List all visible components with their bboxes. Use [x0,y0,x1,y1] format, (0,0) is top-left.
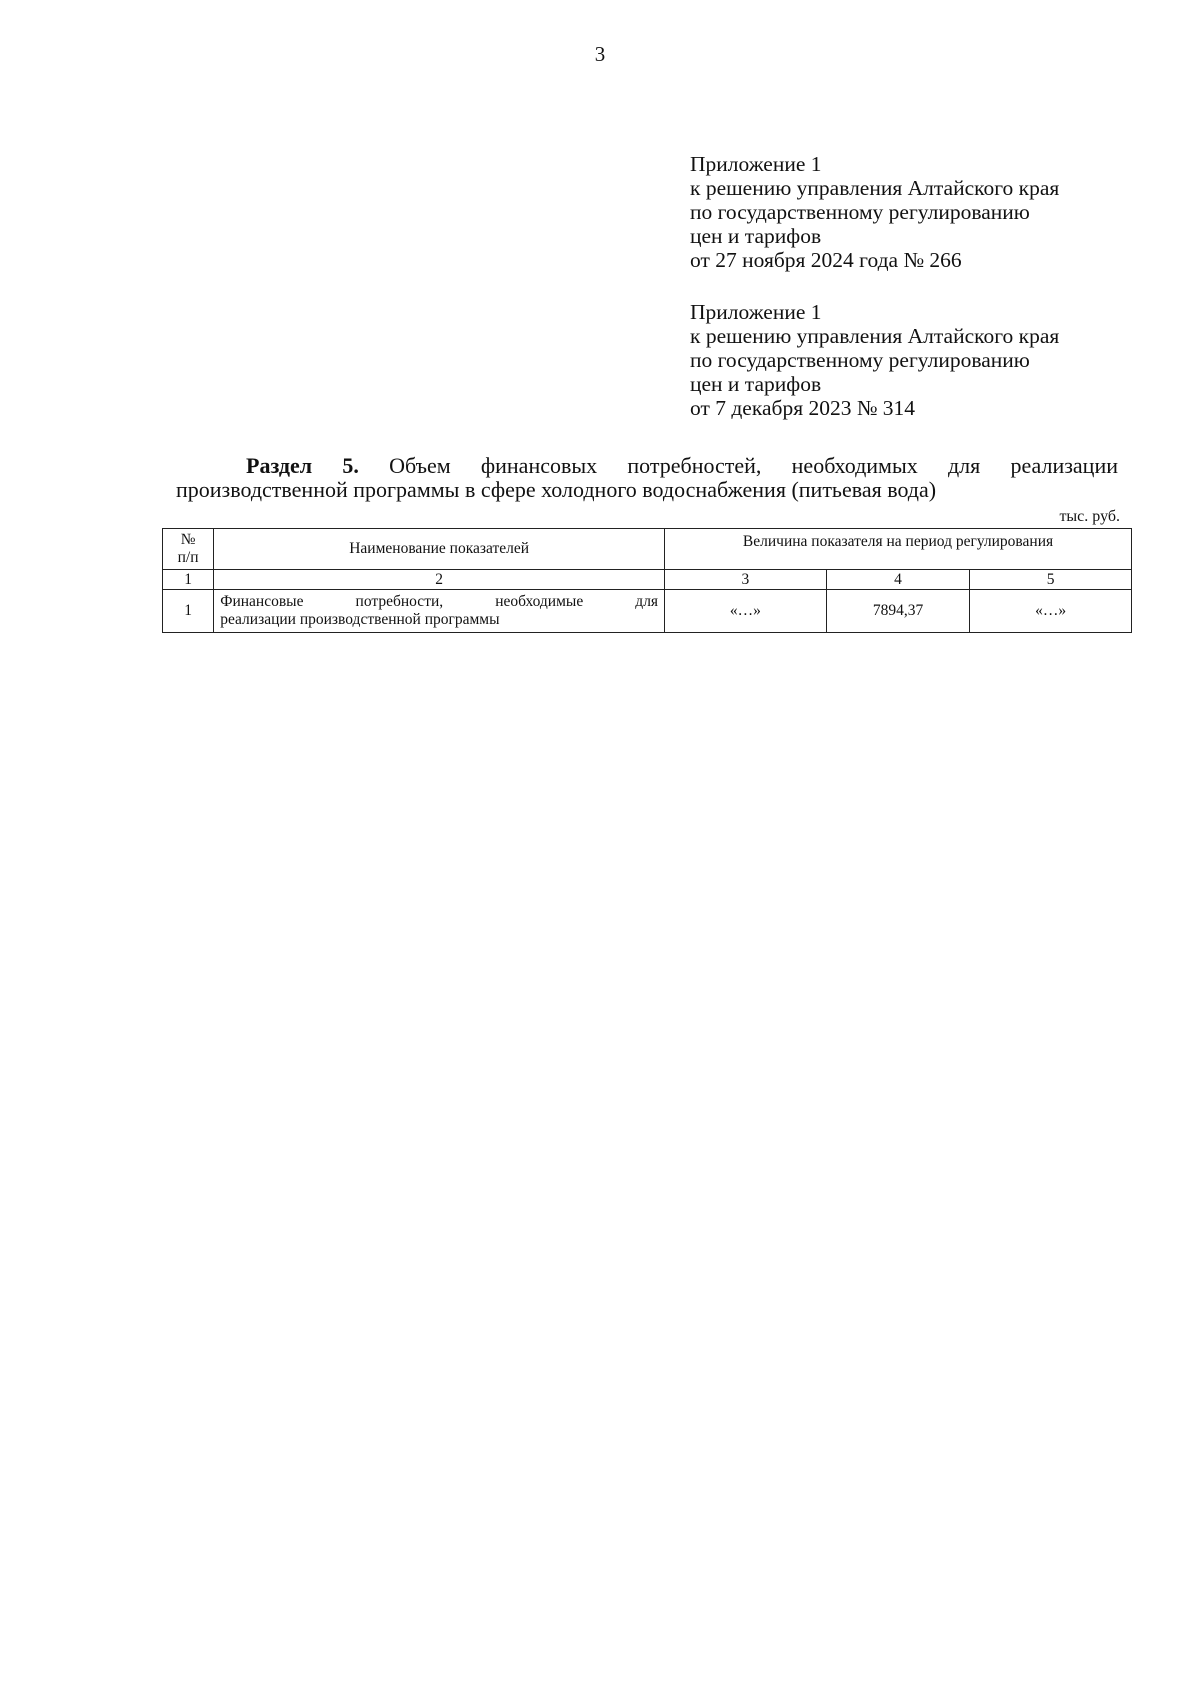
appendix-block [690,300,1059,420]
row-no: 1 [163,590,214,633]
appendix-title: Приложение 1 [690,152,822,176]
header-no [163,529,214,570]
appendix-title: Приложение 1 [690,300,822,324]
row-value-5: «…» [970,590,1132,633]
section-title-text: Объем финансовых потребностей, необходимых для реализации [389,453,1118,478]
row-name-line: реализации производственной программы [220,611,500,628]
header-name: Наименование показателей [214,529,665,570]
appendix-line: цен и тарифов [690,372,822,396]
appendix-date: от 7 декабря 2023 № 314 [690,396,915,420]
row-name-line: Финансовые потребности, необходимые для [220,593,659,610]
index-cell: 3 [665,570,827,590]
header-no-abbr: п/п [177,549,199,566]
appendix-line: по государственному регулированию [690,348,1030,372]
table-index-row [163,570,1132,590]
header-value: Величина показателя на период регулирования [665,529,1132,570]
appendix-line: по государственному регулированию [690,200,1030,224]
appendix-date: от 27 ноября 2024 года № 266 [690,248,962,272]
table-header-row [163,529,1132,570]
section-title-line [176,454,1118,478]
index-cell: 1 [163,570,214,590]
row-name [214,590,665,633]
financial-needs-table [162,528,1132,633]
index-cell: 4 [826,570,970,590]
page-number: 3 [594,42,606,66]
section-heading [176,454,1118,502]
appendix-block [690,152,1059,272]
table-row [163,590,1132,633]
appendix-line: цен и тарифов [690,224,822,248]
row-value-4: 7894,37 [826,590,970,633]
appendix-line: к решению управления Алтайского края [690,324,1060,348]
section-label: Раздел 5. [246,453,359,478]
units-label: тыс. руб. [1059,508,1120,525]
row-value-3: «…» [665,590,827,633]
index-cell: 2 [214,570,665,590]
header-no-symbol: № [180,531,196,548]
appendix-line: к решению управления Алтайского края [690,176,1060,200]
index-cell: 5 [970,570,1132,590]
section-title-line: производственной программы в сфере холодного водоснабжения (питьевая вода) [176,477,937,502]
